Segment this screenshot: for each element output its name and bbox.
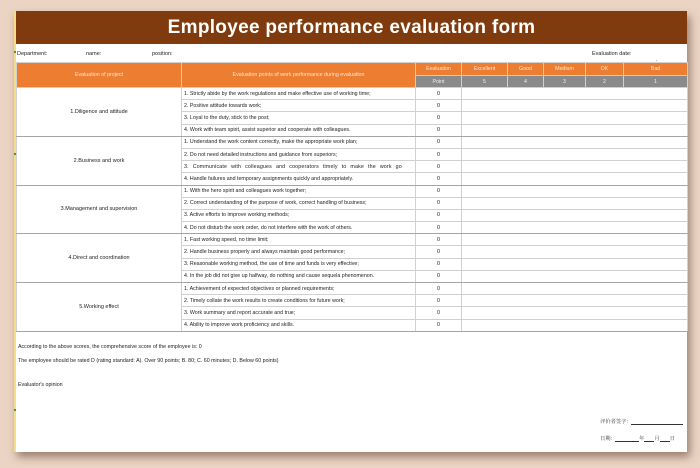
rating-cell[interactable]	[462, 234, 688, 246]
project-cell[interactable]: 5.Working effect	[17, 283, 182, 332]
evaluation-date-suffix: .	[656, 57, 658, 63]
rating-cell[interactable]	[462, 148, 688, 160]
header-excellent: Excellent	[462, 63, 508, 76]
score-medium: 3	[544, 76, 586, 88]
point-cell[interactable]: 0	[416, 88, 462, 100]
point-cell[interactable]: 0	[416, 295, 462, 307]
point-cell[interactable]: 0	[416, 173, 462, 185]
cell-marker-icon	[14, 153, 16, 155]
table-row	[17, 185, 688, 197]
point-cell[interactable]: 0	[416, 258, 462, 270]
item-cell[interactable]: 1. Understand the work content correctly, make the appropriate work plan;	[182, 136, 416, 148]
point-cell[interactable]: 0	[416, 100, 462, 112]
rating-cell[interactable]	[462, 307, 688, 319]
item-cell[interactable]: 1. Fast working speed, no time limit;	[182, 234, 416, 246]
year-label: 年	[639, 436, 645, 442]
point-cell[interactable]: 0	[416, 136, 462, 148]
point-cell[interactable]: 0	[416, 161, 462, 173]
item-cell[interactable]: 2. Timely collate the work results to create conditions for future work;	[182, 295, 416, 307]
point-cell[interactable]: 0	[416, 270, 462, 282]
rating-cell[interactable]	[462, 161, 688, 173]
header-evaluation: Evaluation	[416, 63, 462, 76]
item-cell[interactable]: 1. Achievement of expected objectives or planned requirements;	[182, 283, 416, 295]
rating-cell[interactable]	[462, 88, 688, 100]
day-line[interactable]	[660, 441, 670, 442]
rating-cell[interactable]	[462, 112, 688, 124]
sign-date-label: 日期:	[600, 436, 613, 442]
header-good: Good	[508, 63, 544, 76]
year-line[interactable]	[615, 441, 639, 442]
score-ok: 2	[586, 76, 624, 88]
item-cell[interactable]: 4. In the job did not give up halfway, do nothing and cause sequela phenomenon.	[182, 270, 416, 282]
rating-cell[interactable]	[462, 209, 688, 221]
point-cell[interactable]: 0	[416, 112, 462, 124]
header-project: Evaluation of project	[17, 63, 182, 88]
table-row	[17, 136, 688, 148]
evaluator-opinion-label: Evaluator's opinion	[18, 382, 63, 388]
point-cell[interactable]: 0	[416, 246, 462, 258]
cell-marker-icon	[14, 409, 16, 411]
point-cell[interactable]: 0	[416, 222, 462, 234]
item-cell[interactable]: 3. Work summary and report accurate and true;	[182, 307, 416, 319]
rating-cell[interactable]	[462, 136, 688, 148]
point-cell[interactable]: 0	[416, 197, 462, 209]
header-point: Point	[416, 76, 462, 88]
item-cell[interactable]: 4. Do not disturb the work order, do not interfere with the work of others.	[182, 222, 416, 234]
form-title: Employee performance evaluation form	[16, 11, 687, 44]
rating-cell[interactable]	[462, 246, 688, 258]
table-row	[17, 88, 688, 100]
evaluation-form-page	[14, 11, 687, 452]
item-cell[interactable]: 3. Reasonable working method, the use of time and funds is very effective;	[182, 258, 416, 270]
item-cell[interactable]: 3. Active efforts to improve working methods;	[182, 209, 416, 221]
project-cell[interactable]: 1.Diligence and attitude	[17, 88, 182, 137]
header-points: Evaluation points of work performance during evaluation	[182, 63, 416, 88]
evaluator-signature-line[interactable]	[631, 424, 683, 425]
point-cell[interactable]: 0	[416, 234, 462, 246]
table-row	[17, 283, 688, 295]
point-cell[interactable]: 0	[416, 148, 462, 160]
item-cell[interactable]: 4. Work with team spirit, assist superior and cooperate with colleagues.	[182, 124, 416, 136]
header-medium: Medium	[544, 63, 586, 76]
month-label: 月	[654, 436, 660, 442]
rating-standard-text: The employee should be rated D (rating standard: A). Over 90 points; B. 80; C. 60 minutes; D. Below 60 points)	[18, 358, 279, 364]
evaluator-signature-field[interactable]	[600, 417, 683, 425]
item-cell[interactable]: 3. Loyal to the duty, stick to the post;	[182, 112, 416, 124]
evaluation-date-label: Evaluation date:	[592, 51, 632, 57]
item-cell[interactable]: 4. Ability to improve work proficiency and skills.	[182, 319, 416, 331]
table-row	[17, 234, 688, 246]
project-cell[interactable]: 4.Direct and coordination	[17, 234, 182, 283]
point-cell[interactable]: 0	[416, 209, 462, 221]
project-cell[interactable]: 3.Management and supervision	[17, 185, 182, 234]
rating-cell[interactable]	[462, 295, 688, 307]
info-row	[16, 44, 687, 62]
position-label[interactable]: position:	[152, 51, 173, 57]
score-good: 4	[508, 76, 544, 88]
score-bad: 1	[624, 76, 688, 88]
item-cell[interactable]: 2. Positive attitude towards work;	[182, 100, 416, 112]
item-cell[interactable]: 2. Correct understanding of the purpose of work, correct handling of business;	[182, 197, 416, 209]
rating-cell[interactable]	[462, 319, 688, 331]
month-line[interactable]	[644, 441, 654, 442]
rating-cell[interactable]	[462, 185, 688, 197]
sign-date-field[interactable]	[600, 434, 675, 442]
item-cell[interactable]: 2. Handle business properly and always maintain good performance;	[182, 246, 416, 258]
evaluator-signature-label: 评价者签字:	[600, 419, 628, 425]
point-cell[interactable]: 0	[416, 307, 462, 319]
rating-cell[interactable]	[462, 124, 688, 136]
cell-marker-icon	[14, 51, 16, 53]
point-cell[interactable]: 0	[416, 185, 462, 197]
department-label[interactable]: Department:	[17, 51, 48, 57]
header-ok: OK	[586, 63, 624, 76]
name-label[interactable]: name:	[86, 51, 102, 57]
rating-cell[interactable]	[462, 283, 688, 295]
point-cell[interactable]: 0	[416, 124, 462, 136]
evaluation-table	[16, 62, 688, 332]
item-cell[interactable]: 1. Strictly abide by the work regulations and make effective use of working time;	[182, 88, 416, 100]
rating-cell[interactable]	[462, 197, 688, 209]
item-cell[interactable]: 1. With the hero spirit and colleagues work together;	[182, 185, 416, 197]
rating-cell[interactable]	[462, 222, 688, 234]
comprehensive-score-text: According to the above scores, the comprehensive score of the employee is: 0	[18, 344, 202, 350]
item-cell[interactable]: 2. Do not need detailed instructions and guidance from superiors;	[182, 148, 416, 160]
header-row-labels	[17, 63, 688, 76]
header-bad: Bad	[624, 63, 688, 76]
score-excellent: 5	[462, 76, 508, 88]
project-cell[interactable]: 2.Business and work	[17, 136, 182, 185]
rating-cell[interactable]	[462, 258, 688, 270]
point-cell[interactable]: 0	[416, 283, 462, 295]
item-cell[interactable]: 4. Handle failures and temporary assignments quickly and appropriately.	[182, 173, 416, 185]
item-cell[interactable]: 3. Communicate with colleagues and cooperators timely to make the work go	[182, 161, 416, 173]
rating-cell[interactable]	[462, 173, 688, 185]
day-label: 日	[669, 436, 676, 442]
rating-cell[interactable]	[462, 100, 688, 112]
point-cell[interactable]: 0	[416, 319, 462, 331]
rating-cell[interactable]	[462, 270, 688, 282]
